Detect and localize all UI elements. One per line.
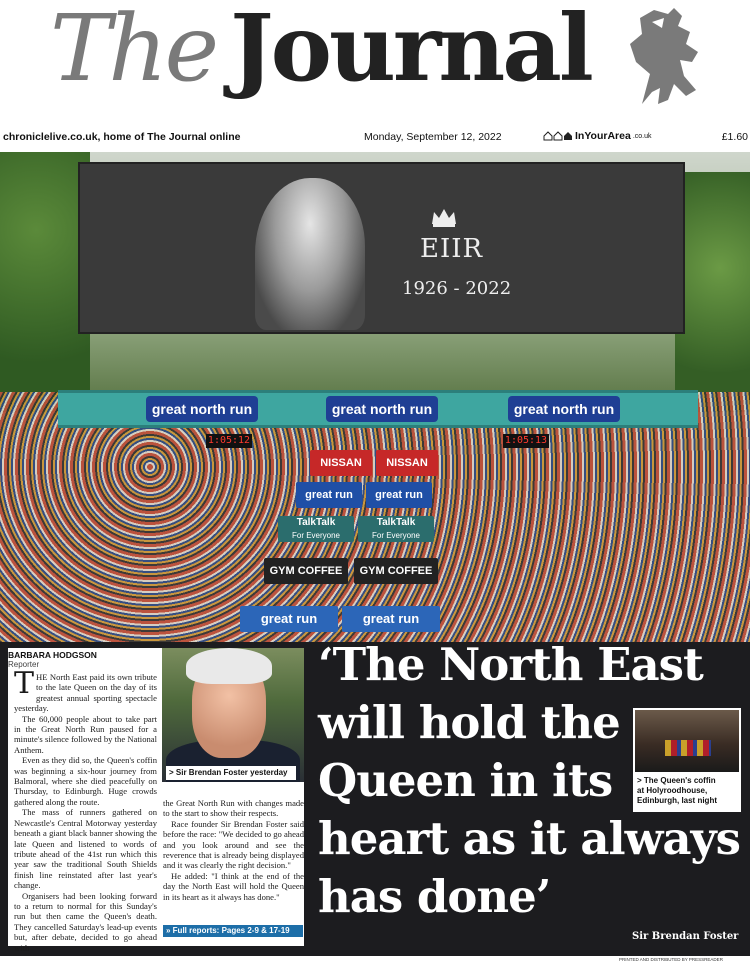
paragraph: Organisers had been looking forward to a return to normal for this Sunday's run but then came the Queen's death. They cancelled Saturday's lead-up events but, after debate, decided to go ahead with <box>14 890 157 953</box>
coffin-caption <box>637 776 739 806</box>
masthead-title <box>50 0 591 102</box>
coffin-caption-line: at Holyroodhouse, <box>637 786 708 795</box>
gantry-logo: great north run <box>326 396 438 422</box>
sponsor-great-run: great run <box>296 482 362 508</box>
paragraph: The mass of runners gathered on Newcastle's Central Motorway yesterday beneath a giant black banner showing the late Queen and listened to words of tribute ahead of the 41st run which this year saw the traditional South Shields finish line reinstated after last year's change. <box>14 807 157 891</box>
sponsor-great-run: great run <box>240 606 338 632</box>
full-reports-text: Full reports: Pages 2-9 & 17-19 <box>172 926 290 935</box>
inyourarea-domain: .co.uk <box>632 132 652 140</box>
byline-role: Reporter <box>8 660 40 669</box>
sponsor-great-run: great run <box>366 482 432 508</box>
trees-left <box>0 152 90 412</box>
talktalk-tagline: For Everyone <box>371 531 421 540</box>
sponsor-gym-coffee: GYM COFFEE <box>354 558 438 584</box>
talktalk-tagline: For Everyone <box>291 531 341 540</box>
coffin-caption-line: Edinburgh, last night <box>637 796 717 805</box>
coffin-photo <box>635 710 739 772</box>
paragraph: He added: "I think at the end of the day the North East will hold the Queen in its heart as it always has done." <box>163 870 304 902</box>
paragraph: Race founder Sir Brendan Foster said before the race: "We decided to go ahead and you look around and see the reverence that is already being displayed and it was clearly the right decision." <box>163 818 304 871</box>
full-reports-link[interactable]: » Full reports: Pages 2-9 & 17-19 <box>163 925 303 937</box>
crown-icon <box>430 206 458 228</box>
sponsor-gym-coffee: GYM COFFEE <box>264 558 348 584</box>
paragraph: Even as they did so, the Queen's coffin was beginning a six-hour journey from Balmoral, where she died peacefully on Thursday, to Edinburgh. Huge crowds gathered along the route. <box>14 755 157 807</box>
article-column-1 <box>14 666 157 953</box>
inyourarea-text: InYourArea <box>575 130 631 142</box>
website-promo[interactable]: chroniclelive.co.uk, home of The Journal online <box>3 131 241 143</box>
coffin-caption-text: The Queen's coffin <box>643 776 716 785</box>
headline-line: heart as it always <box>318 812 741 865</box>
race-clock-left: 1:05:12 <box>207 435 251 446</box>
paragraph: The 60,000 people about to take part in the Great North Run paused for a minute's silence followed by the National Anthem. <box>14 713 157 755</box>
drop-cap: T <box>14 666 35 701</box>
headline-line: ‘The North East <box>318 638 703 691</box>
byline: BARBARA HODGSON <box>8 650 97 660</box>
talktalk-name: TalkTalk <box>376 517 416 528</box>
paragraph <box>14 666 157 714</box>
dateline-strap <box>0 128 750 152</box>
royal-standard <box>665 740 711 756</box>
article-column-2 <box>163 798 304 902</box>
gantry-logo: great north run <box>146 396 258 422</box>
headline-line: Queen in its <box>318 754 613 807</box>
memorial-banner <box>78 162 685 334</box>
inyourarea-logo[interactable] <box>543 130 652 142</box>
lion-rampant-icon <box>612 4 708 112</box>
hair <box>186 648 272 684</box>
houses-icon <box>543 131 573 141</box>
gantry-logo: great north run <box>508 396 620 422</box>
paragraph-text: HE North East paid its own tribute to the late Queen on the day of its greatest annual sporting spectacle yesterday. <box>14 672 157 714</box>
hero-photo <box>0 152 750 642</box>
cover-price: £1.60 <box>721 131 748 143</box>
sponsor-talktalk <box>278 516 354 542</box>
masthead <box>0 0 750 128</box>
headline-attribution: Sir Brendan Foster <box>632 931 739 942</box>
masthead-the: The <box>50 0 217 102</box>
pressreader-notice: PRINTED AND DISTRIBUTED BY PRESSREADER <box>619 957 723 962</box>
foster-caption-text: Sir Brendan Foster yesterday <box>175 768 288 777</box>
sponsor-nissan: NISSAN <box>310 450 372 476</box>
coffin-caption-line: > The Queen's coffin <box>637 776 716 785</box>
foster-caption: > Sir Brendan Foster yesterday <box>166 766 296 780</box>
queen-portrait <box>255 178 365 330</box>
sponsor-nissan: NISSAN <box>376 450 438 476</box>
headline-line: has done’ <box>318 870 551 923</box>
royal-cypher: EIIR <box>420 234 484 264</box>
queen-years: 1926 - 2022 <box>402 278 512 299</box>
start-gantry <box>58 390 698 428</box>
race-clock-right: 1:05:13 <box>504 435 548 446</box>
issue-date: Monday, September 12, 2022 <box>364 131 502 143</box>
paragraph: the Great North Run with changes made to the start to show their respects. <box>163 798 304 819</box>
sponsor-talktalk <box>358 516 434 542</box>
headline-line: will hold the <box>318 696 620 749</box>
masthead-journal: Journal <box>230 0 591 102</box>
foster-photo <box>162 648 304 782</box>
trees-right <box>675 172 750 412</box>
talktalk-name: TalkTalk <box>296 517 336 528</box>
sponsor-great-run: great run <box>342 606 440 632</box>
